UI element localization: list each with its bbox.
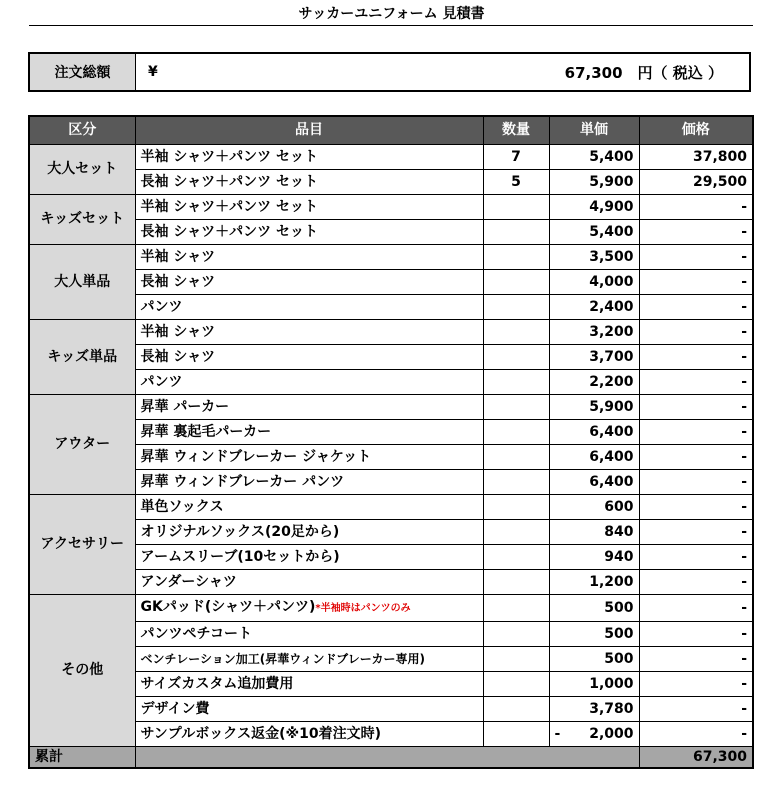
- price-cell: -: [639, 671, 753, 696]
- table-row: [29, 494, 753, 519]
- item-cell: [135, 244, 483, 269]
- unit-price-cell: 500: [549, 646, 639, 671]
- item-name: サンプルボックス返金(※10着注文時): [140, 725, 381, 742]
- price-cell: -: [639, 369, 753, 394]
- price-cell: -: [639, 444, 753, 469]
- yen-symbol: ¥: [148, 64, 158, 80]
- item-name: 昇華 裏起毛パーカー: [140, 423, 272, 440]
- qty-cell[interactable]: 5: [483, 169, 549, 194]
- qty-cell[interactable]: [483, 594, 549, 621]
- item-cell: [135, 671, 483, 696]
- item-name: 昇華 ウィンドブレーカー ジャケット: [140, 448, 372, 465]
- unit-price-cell: 500: [549, 621, 639, 646]
- qty-cell[interactable]: [483, 369, 549, 394]
- qty-cell[interactable]: [483, 294, 549, 319]
- item-name: ベンチレーション加工(昇華ウィンドブレーカー専用): [140, 651, 425, 666]
- item-cell: [135, 294, 483, 319]
- unit-price-cell: 600: [549, 494, 639, 519]
- table-row: [29, 444, 753, 469]
- unit-price-cell: 840: [549, 519, 639, 544]
- item-cell: [135, 394, 483, 419]
- price-cell: -: [639, 294, 753, 319]
- table-row: [29, 344, 753, 369]
- table-row: [29, 219, 753, 244]
- item-name: オリジナルソックス(20足から): [140, 523, 340, 540]
- item-cell: [135, 144, 483, 169]
- item-cell: [135, 544, 483, 569]
- table-header-row: [29, 116, 753, 144]
- price-cell: -: [639, 319, 753, 344]
- qty-cell[interactable]: [483, 621, 549, 646]
- item-name: 半袖 シャツ: [140, 248, 216, 265]
- qty-cell[interactable]: [483, 569, 549, 594]
- price-cell: -: [639, 194, 753, 219]
- qty-cell[interactable]: [483, 696, 549, 721]
- item-name: デザイン費: [140, 700, 210, 717]
- item-cell: [135, 269, 483, 294]
- qty-cell[interactable]: [483, 419, 549, 444]
- item-cell: [135, 194, 483, 219]
- qty-cell[interactable]: [483, 544, 549, 569]
- table-row: [29, 696, 753, 721]
- unit-price-negative: [555, 722, 634, 746]
- category-cell: キッズセット: [29, 194, 135, 244]
- price-cell: -: [639, 269, 753, 294]
- item-name: パンツペチコート: [140, 625, 252, 642]
- category-cell: キッズ単品: [29, 319, 135, 394]
- item-note: *半袖時はパンツのみ: [315, 602, 411, 614]
- sum-label: 累計: [29, 746, 135, 768]
- table-row: [29, 594, 753, 621]
- unit-price-cell: 6,400: [549, 419, 639, 444]
- header-category: 区分: [29, 116, 135, 144]
- price-cell: -: [639, 219, 753, 244]
- category-cell: アクセサリー: [29, 494, 135, 594]
- price-cell: -: [639, 721, 753, 746]
- qty-cell[interactable]: [483, 194, 549, 219]
- unit-price-cell: 500: [549, 594, 639, 621]
- price-cell: -: [639, 494, 753, 519]
- item-name: アームスリーブ(10セットから): [140, 548, 340, 565]
- table-row: [29, 269, 753, 294]
- header-price: 価格: [639, 116, 753, 144]
- header-item: 品目: [135, 116, 483, 144]
- unit-price-cell: 4,000: [549, 269, 639, 294]
- table-row: [29, 144, 753, 169]
- category-cell: 大人セット: [29, 144, 135, 194]
- qty-cell[interactable]: [483, 394, 549, 419]
- item-cell: [135, 621, 483, 646]
- price-cell: -: [639, 621, 753, 646]
- category-cell: 大人単品: [29, 244, 135, 319]
- price-cell: -: [639, 469, 753, 494]
- unit-price-cell: 5,900: [549, 169, 639, 194]
- qty-cell[interactable]: 7: [483, 144, 549, 169]
- table-row: [29, 194, 753, 219]
- price-cell: 37,800: [639, 144, 753, 169]
- unit-price-cell: 3,200: [549, 319, 639, 344]
- item-cell: [135, 169, 483, 194]
- item-cell: [135, 696, 483, 721]
- sum-value: 67,300: [639, 746, 753, 768]
- qty-cell[interactable]: [483, 721, 549, 746]
- table-row: [29, 721, 753, 746]
- category-cell: アウター: [29, 394, 135, 494]
- item-cell: [135, 469, 483, 494]
- header-unit-price: 単価: [549, 116, 639, 144]
- item-name: 昇華 ウィンドブレーカー パンツ: [140, 473, 345, 490]
- unit-price-cell: 6,400: [549, 444, 639, 469]
- table-row: [29, 169, 753, 194]
- unit-price-cell: 5,400: [549, 144, 639, 169]
- price-cell: -: [639, 344, 753, 369]
- qty-cell[interactable]: [483, 494, 549, 519]
- price-cell: -: [639, 394, 753, 419]
- order-total-amount: 67,300 円（ 税込 ）: [564, 63, 723, 82]
- table-row: [29, 621, 753, 646]
- qty-cell[interactable]: [483, 244, 549, 269]
- unit-price-cell: 2,200: [549, 369, 639, 394]
- item-name: 半袖 シャツ＋パンツ セット: [140, 148, 318, 165]
- table-row: [29, 519, 753, 544]
- unit-price-cell: 6,400: [549, 469, 639, 494]
- table-row: [29, 369, 753, 394]
- price-cell: -: [639, 519, 753, 544]
- item-name: パンツ: [140, 373, 183, 390]
- page-title: サッカーユニフォーム 見積書: [298, 6, 485, 22]
- table-row: [29, 671, 753, 696]
- item-cell: [135, 444, 483, 469]
- qty-cell[interactable]: [483, 469, 549, 494]
- table-row: [29, 244, 753, 269]
- unit-price-cell: 3,500: [549, 244, 639, 269]
- item-name: アンダーシャツ: [140, 573, 237, 590]
- table-row: [29, 646, 753, 671]
- unit-price-value: 2,000: [589, 725, 634, 742]
- price-cell: 29,500: [639, 169, 753, 194]
- order-total-box: [28, 52, 751, 92]
- price-cell: -: [639, 569, 753, 594]
- table-row: [29, 544, 753, 569]
- item-name: 長袖 シャツ: [140, 273, 216, 290]
- qty-cell[interactable]: [483, 269, 549, 294]
- price-cell: -: [639, 594, 753, 621]
- item-cell: [135, 319, 483, 344]
- unit-price-cell: 4,900: [549, 194, 639, 219]
- unit-price-cell: 5,400: [549, 219, 639, 244]
- table-row: [29, 394, 753, 419]
- qty-cell[interactable]: [483, 319, 549, 344]
- title-underline: [29, 25, 753, 26]
- item-cell: [135, 519, 483, 544]
- sum-row: [29, 746, 753, 768]
- price-cell: -: [639, 646, 753, 671]
- qty-cell[interactable]: [483, 444, 549, 469]
- item-name: 単色ソックス: [140, 498, 224, 515]
- item-name: 半袖 シャツ＋パンツ セット: [140, 198, 318, 215]
- qty-cell[interactable]: [483, 671, 549, 696]
- price-cell: -: [639, 419, 753, 444]
- item-cell: [135, 494, 483, 519]
- order-total-label: 注文総額: [30, 54, 136, 90]
- price-cell: -: [639, 544, 753, 569]
- item-name: 昇華 パーカー: [140, 398, 230, 415]
- unit-price-cell: 1,000: [549, 671, 639, 696]
- qty-cell[interactable]: [483, 646, 549, 671]
- qty-cell[interactable]: [483, 219, 549, 244]
- item-cell: [135, 219, 483, 244]
- item-cell: [135, 419, 483, 444]
- table-body: [29, 144, 753, 746]
- price-cell: -: [639, 696, 753, 721]
- sum-spacer: [135, 746, 639, 768]
- unit-price-cell: 5,900: [549, 394, 639, 419]
- unit-price-cell: 3,780: [549, 696, 639, 721]
- category-cell: その他: [29, 594, 135, 746]
- price-cell: -: [639, 244, 753, 269]
- item-name: 長袖 シャツ＋パンツ セット: [140, 223, 318, 240]
- item-name: 半袖 シャツ: [140, 323, 216, 340]
- unit-price-cell: 1,200: [549, 569, 639, 594]
- table-row: [29, 419, 753, 444]
- unit-price-cell: 3,700: [549, 344, 639, 369]
- table-row: [29, 294, 753, 319]
- table-row: [29, 319, 753, 344]
- table-row: [29, 569, 753, 594]
- unit-price-cell: [549, 721, 639, 746]
- unit-price-cell: 940: [549, 544, 639, 569]
- minus-sign: -: [554, 725, 561, 742]
- item-cell: [135, 569, 483, 594]
- qty-cell[interactable]: [483, 519, 549, 544]
- item-name: パンツ: [140, 298, 183, 315]
- qty-cell[interactable]: [483, 344, 549, 369]
- item-cell: [135, 369, 483, 394]
- unit-price-cell: 2,400: [549, 294, 639, 319]
- item-cell: [135, 721, 483, 746]
- quote-table: [28, 115, 754, 769]
- item-cell: [135, 344, 483, 369]
- item-cell: [135, 646, 483, 671]
- item-name: 長袖 シャツ: [140, 348, 216, 365]
- item-name: 長袖 シャツ＋パンツ セット: [140, 173, 318, 190]
- item-name: GKパッド(シャツ＋パンツ): [140, 598, 316, 615]
- table-row: [29, 469, 753, 494]
- item-cell: [135, 594, 483, 621]
- header-qty: 数量: [483, 116, 549, 144]
- item-name: サイズカスタム追加費用: [140, 675, 294, 692]
